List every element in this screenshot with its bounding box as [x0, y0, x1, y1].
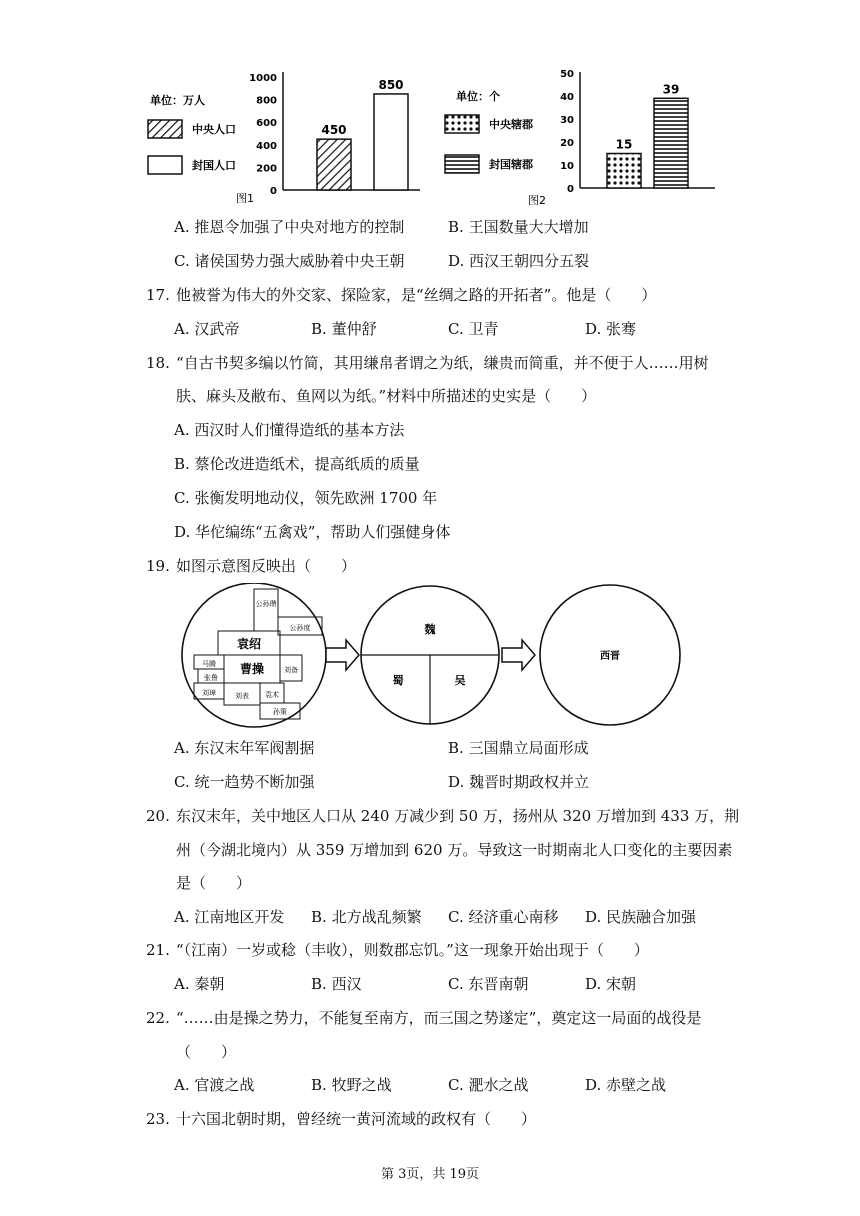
diagram-label: 孙策: [273, 708, 287, 716]
chart2-y-ticks: [560, 69, 574, 195]
option-letter: A.: [174, 421, 190, 439]
q16-option-b[interactable]: [448, 217, 589, 237]
chart2-bar-fief: [654, 98, 688, 188]
option-text: 汉武帝: [194, 320, 240, 338]
q21-stem: [146, 940, 649, 960]
top-charts: [0, 60, 860, 210]
question-number: 18.: [146, 354, 170, 372]
q20-stem-line2: 州（今湖北境内）从 359 万增加到 620 万。导致这一时期南北人口变化的主要因素: [176, 841, 733, 859]
option-text: 宋朝: [606, 975, 637, 993]
option-letter: B.: [311, 320, 327, 338]
q20-stem-line3: 是（ ）: [176, 874, 252, 892]
option-text: 蔡伦改进造纸术，提高纸质的质量: [194, 455, 420, 473]
diagram-label: 袁绍: [236, 637, 262, 651]
tick-label: 600: [256, 118, 277, 130]
diagram-circle-three-kingdoms: [361, 586, 499, 724]
q21-option-a[interactable]: [174, 974, 224, 994]
chart2-legend-fief: 封国辖郡: [489, 158, 533, 171]
option-text: 经济重心南移: [468, 908, 559, 926]
q22-option-b[interactable]: [311, 1075, 392, 1095]
option-letter: C.: [448, 1076, 464, 1094]
chart2: [445, 69, 715, 207]
question-text: “（江南）一岁或稔（丰收），则数郡忘饥。”这一现象开始出现于（ ）: [176, 941, 649, 959]
option-letter: C.: [174, 252, 190, 270]
option-letter: C.: [174, 773, 190, 791]
option-text: 东汉末年军阀割据: [194, 739, 315, 757]
question-text: 他被誉为伟大的外交家、探险家，是“丝绸之路的开拓者”。他是（ ）: [176, 286, 657, 304]
option-letter: A.: [174, 1076, 190, 1094]
chart2-legend-swatch-central: [445, 115, 479, 133]
option-letter: B.: [311, 975, 327, 993]
q18-stem-line2: 肤、麻头及敝布、鱼网以为纸。”材料中所描述的史实是（ ）: [176, 387, 597, 405]
q19-stem: [146, 556, 356, 576]
option-letter: A.: [174, 320, 190, 338]
diagram-label: 公孙度: [289, 624, 311, 632]
diagram-circle-western-jin: [540, 585, 680, 725]
option-text: 淝水之战: [468, 1076, 529, 1094]
tick-label: 1000: [249, 73, 277, 84]
option-text: 西汉时人们懂得造纸的基本方法: [194, 421, 405, 439]
option-letter: C.: [448, 975, 464, 993]
page-footer: 第 3页，共 19页: [380, 1167, 480, 1182]
option-letter: C.: [448, 908, 464, 926]
option-text: 三国鼎立局面形成: [468, 739, 589, 757]
arrow-right-icon: [502, 640, 535, 670]
q19-diagram: [176, 583, 696, 733]
question-number: 20.: [146, 807, 170, 825]
option-letter: D.: [585, 975, 602, 993]
chart1-value-label-fief: 850: [378, 77, 404, 92]
chart2-value-label-central: 15: [615, 137, 633, 152]
diagram-label: 蜀: [392, 674, 404, 687]
option-text: 董仲舒: [331, 320, 377, 338]
tick-label: 0: [270, 186, 277, 197]
chart1-value-label-central: 450: [321, 123, 347, 138]
diagram-label: 吴: [454, 674, 466, 687]
diagram-label: 刘璋: [202, 689, 216, 697]
option-letter: C.: [448, 320, 464, 338]
tick-label: 50: [560, 69, 574, 80]
option-text: 华佗编练“五禽戏”，帮助人们强健身体: [195, 523, 451, 541]
option-letter: A.: [174, 218, 190, 236]
option-text: 西汉王朝四分五裂: [469, 252, 590, 270]
tick-label: 200: [256, 163, 277, 175]
tick-label: 400: [256, 140, 277, 152]
option-text: 北方战乱频繁: [331, 908, 422, 926]
diagram-label: 袁术: [265, 691, 279, 699]
q23-stem: [146, 1109, 536, 1129]
diagram-label: 公孙瓒: [255, 600, 277, 608]
question-text: 东汉末年，关中地区人口从 240 万减少到 50 万，扬州从 320 万增加到 433 万，荆: [176, 807, 740, 825]
option-letter: B.: [311, 1076, 327, 1094]
q20-option-c[interactable]: [448, 907, 559, 927]
q20-option-a[interactable]: [174, 907, 284, 927]
q19-option-d[interactable]: [448, 772, 589, 792]
q18-option-d[interactable]: [174, 522, 450, 542]
q17-option-b[interactable]: [311, 319, 377, 339]
chart2-value-label-fief: 39: [662, 82, 680, 97]
option-text: 民族融合加强: [606, 908, 697, 926]
option-letter: A.: [174, 739, 190, 757]
tick-label: 20: [560, 138, 574, 149]
option-text: 西汉: [331, 975, 362, 993]
q18-option-a[interactable]: [174, 420, 404, 440]
chart1-y-ticks: [249, 73, 277, 197]
q22-option-d[interactable]: [585, 1075, 666, 1095]
tick-label: 10: [560, 161, 574, 172]
q19-option-a[interactable]: [174, 738, 314, 758]
question-text: 如图示意图反映出（ ）: [176, 557, 357, 575]
q16-option-a[interactable]: [174, 217, 404, 237]
option-letter: D.: [585, 908, 602, 926]
option-letter: B.: [448, 739, 464, 757]
q18-option-b[interactable]: [174, 454, 420, 474]
diagram-label: 张鲁: [204, 674, 218, 682]
option-letter: C.: [174, 489, 190, 507]
option-text: 推恩令加强了中央对地方的控制: [194, 218, 405, 236]
q17-option-d[interactable]: [585, 319, 636, 339]
question-number: 23.: [146, 1110, 170, 1128]
question-number: 21.: [146, 941, 170, 959]
option-text: 东晋南朝: [468, 975, 529, 993]
diagram-label: 魏: [424, 623, 436, 636]
q19-option-c[interactable]: [174, 772, 315, 792]
q16-option-d[interactable]: [448, 251, 589, 271]
q22-option-c[interactable]: [448, 1075, 529, 1095]
chart1-unit-label: 单位：万人: [150, 94, 205, 107]
diagram-label: 刘表: [235, 692, 249, 700]
tick-label: 40: [560, 92, 574, 103]
option-text: 统一趋势不断加强: [194, 773, 315, 791]
option-letter: A.: [174, 908, 190, 926]
q20-option-b[interactable]: [311, 907, 422, 927]
option-text: 官渡之战: [194, 1076, 255, 1094]
chart1-legend-central: 中央人口: [192, 123, 236, 136]
tick-label: 800: [256, 95, 277, 107]
question-number: 17.: [146, 286, 170, 304]
chart2-legend-swatch-fief: [445, 155, 479, 173]
chart2-bar-central: [607, 154, 641, 189]
option-letter: D.: [585, 320, 602, 338]
q22-option-a[interactable]: [174, 1075, 254, 1095]
q21-option-d[interactable]: [585, 974, 636, 994]
chart2-legend-central: 中央辖郡: [489, 118, 533, 131]
diagram-label: 曹操: [239, 662, 265, 676]
option-letter: D.: [448, 773, 465, 791]
chart1-legend-swatch-central: [148, 120, 182, 138]
chart2-caption: 图2: [528, 194, 546, 207]
option-letter: B.: [448, 218, 464, 236]
diagram-circle-warlords: [182, 583, 326, 727]
option-text: 张衡发明地动仪，领先欧洲 1700 年: [194, 489, 438, 507]
option-letter: D.: [585, 1076, 602, 1094]
q18-option-c[interactable]: [174, 488, 437, 508]
option-text: 赤壁之战: [606, 1076, 667, 1094]
chart1-legend-fief: 封国人口: [192, 159, 236, 172]
q17-option-a[interactable]: [174, 319, 239, 339]
option-text: 诸侯国势力强大威胁着中央王朝: [194, 252, 405, 270]
option-letter: D.: [448, 252, 465, 270]
option-text: 王国数量大大增加: [468, 218, 589, 236]
option-text: 秦朝: [194, 975, 225, 993]
tick-label: 30: [560, 115, 574, 126]
chart1: [148, 72, 420, 205]
q22-stem-line2: （ ）: [176, 1043, 237, 1061]
diagram-label: 马腾: [202, 660, 216, 668]
chart1-bar-central: [317, 139, 351, 190]
option-letter: B.: [174, 455, 190, 473]
chart1-legend-swatch-fief: [148, 156, 182, 174]
diagram-label: 刘备: [284, 666, 298, 674]
q16-option-c[interactable]: [174, 251, 405, 271]
q18-stem-line1: [146, 353, 709, 373]
q20-option-d[interactable]: [585, 907, 696, 927]
option-letter: D.: [174, 523, 191, 541]
question-number: 19.: [146, 557, 170, 575]
option-text: 牧野之战: [331, 1076, 392, 1094]
q21-option-b[interactable]: [311, 974, 362, 994]
option-text: 卫青: [468, 320, 499, 338]
option-letter: B.: [311, 908, 327, 926]
chart1-bar-fief: [374, 94, 408, 190]
option-letter: A.: [174, 975, 190, 993]
q20-stem-line1: [146, 806, 739, 826]
question-number: 22.: [146, 1009, 170, 1027]
tick-label: 0: [567, 184, 574, 195]
question-text: “……由是操之势力，不能复至南方，而三国之势遂定”，奠定这一局面的战役是: [176, 1009, 702, 1027]
q17-option-c[interactable]: [448, 319, 499, 339]
option-text: 张骞: [606, 320, 637, 338]
q19-option-b[interactable]: [448, 738, 589, 758]
chart2-unit-label: 单位：个: [456, 90, 500, 103]
q21-option-c[interactable]: [448, 974, 529, 994]
q22-stem-line1: [146, 1008, 701, 1028]
option-text: 魏晋时期政权并立: [469, 773, 590, 791]
question-text: 十六国北朝时期，曾经统一黄河流域的政权有（ ）: [176, 1110, 537, 1128]
question-text: “自古书契多编以竹简，其用缣帛者谓之为纸，缣贵而简重，并不便于人……用树: [176, 354, 709, 372]
q17-stem: [146, 285, 656, 305]
option-text: 江南地区开发: [194, 908, 285, 926]
chart1-caption: 图1: [236, 192, 254, 205]
arrow-right-icon: [326, 640, 359, 670]
diagram-label: 西晋: [600, 651, 620, 662]
